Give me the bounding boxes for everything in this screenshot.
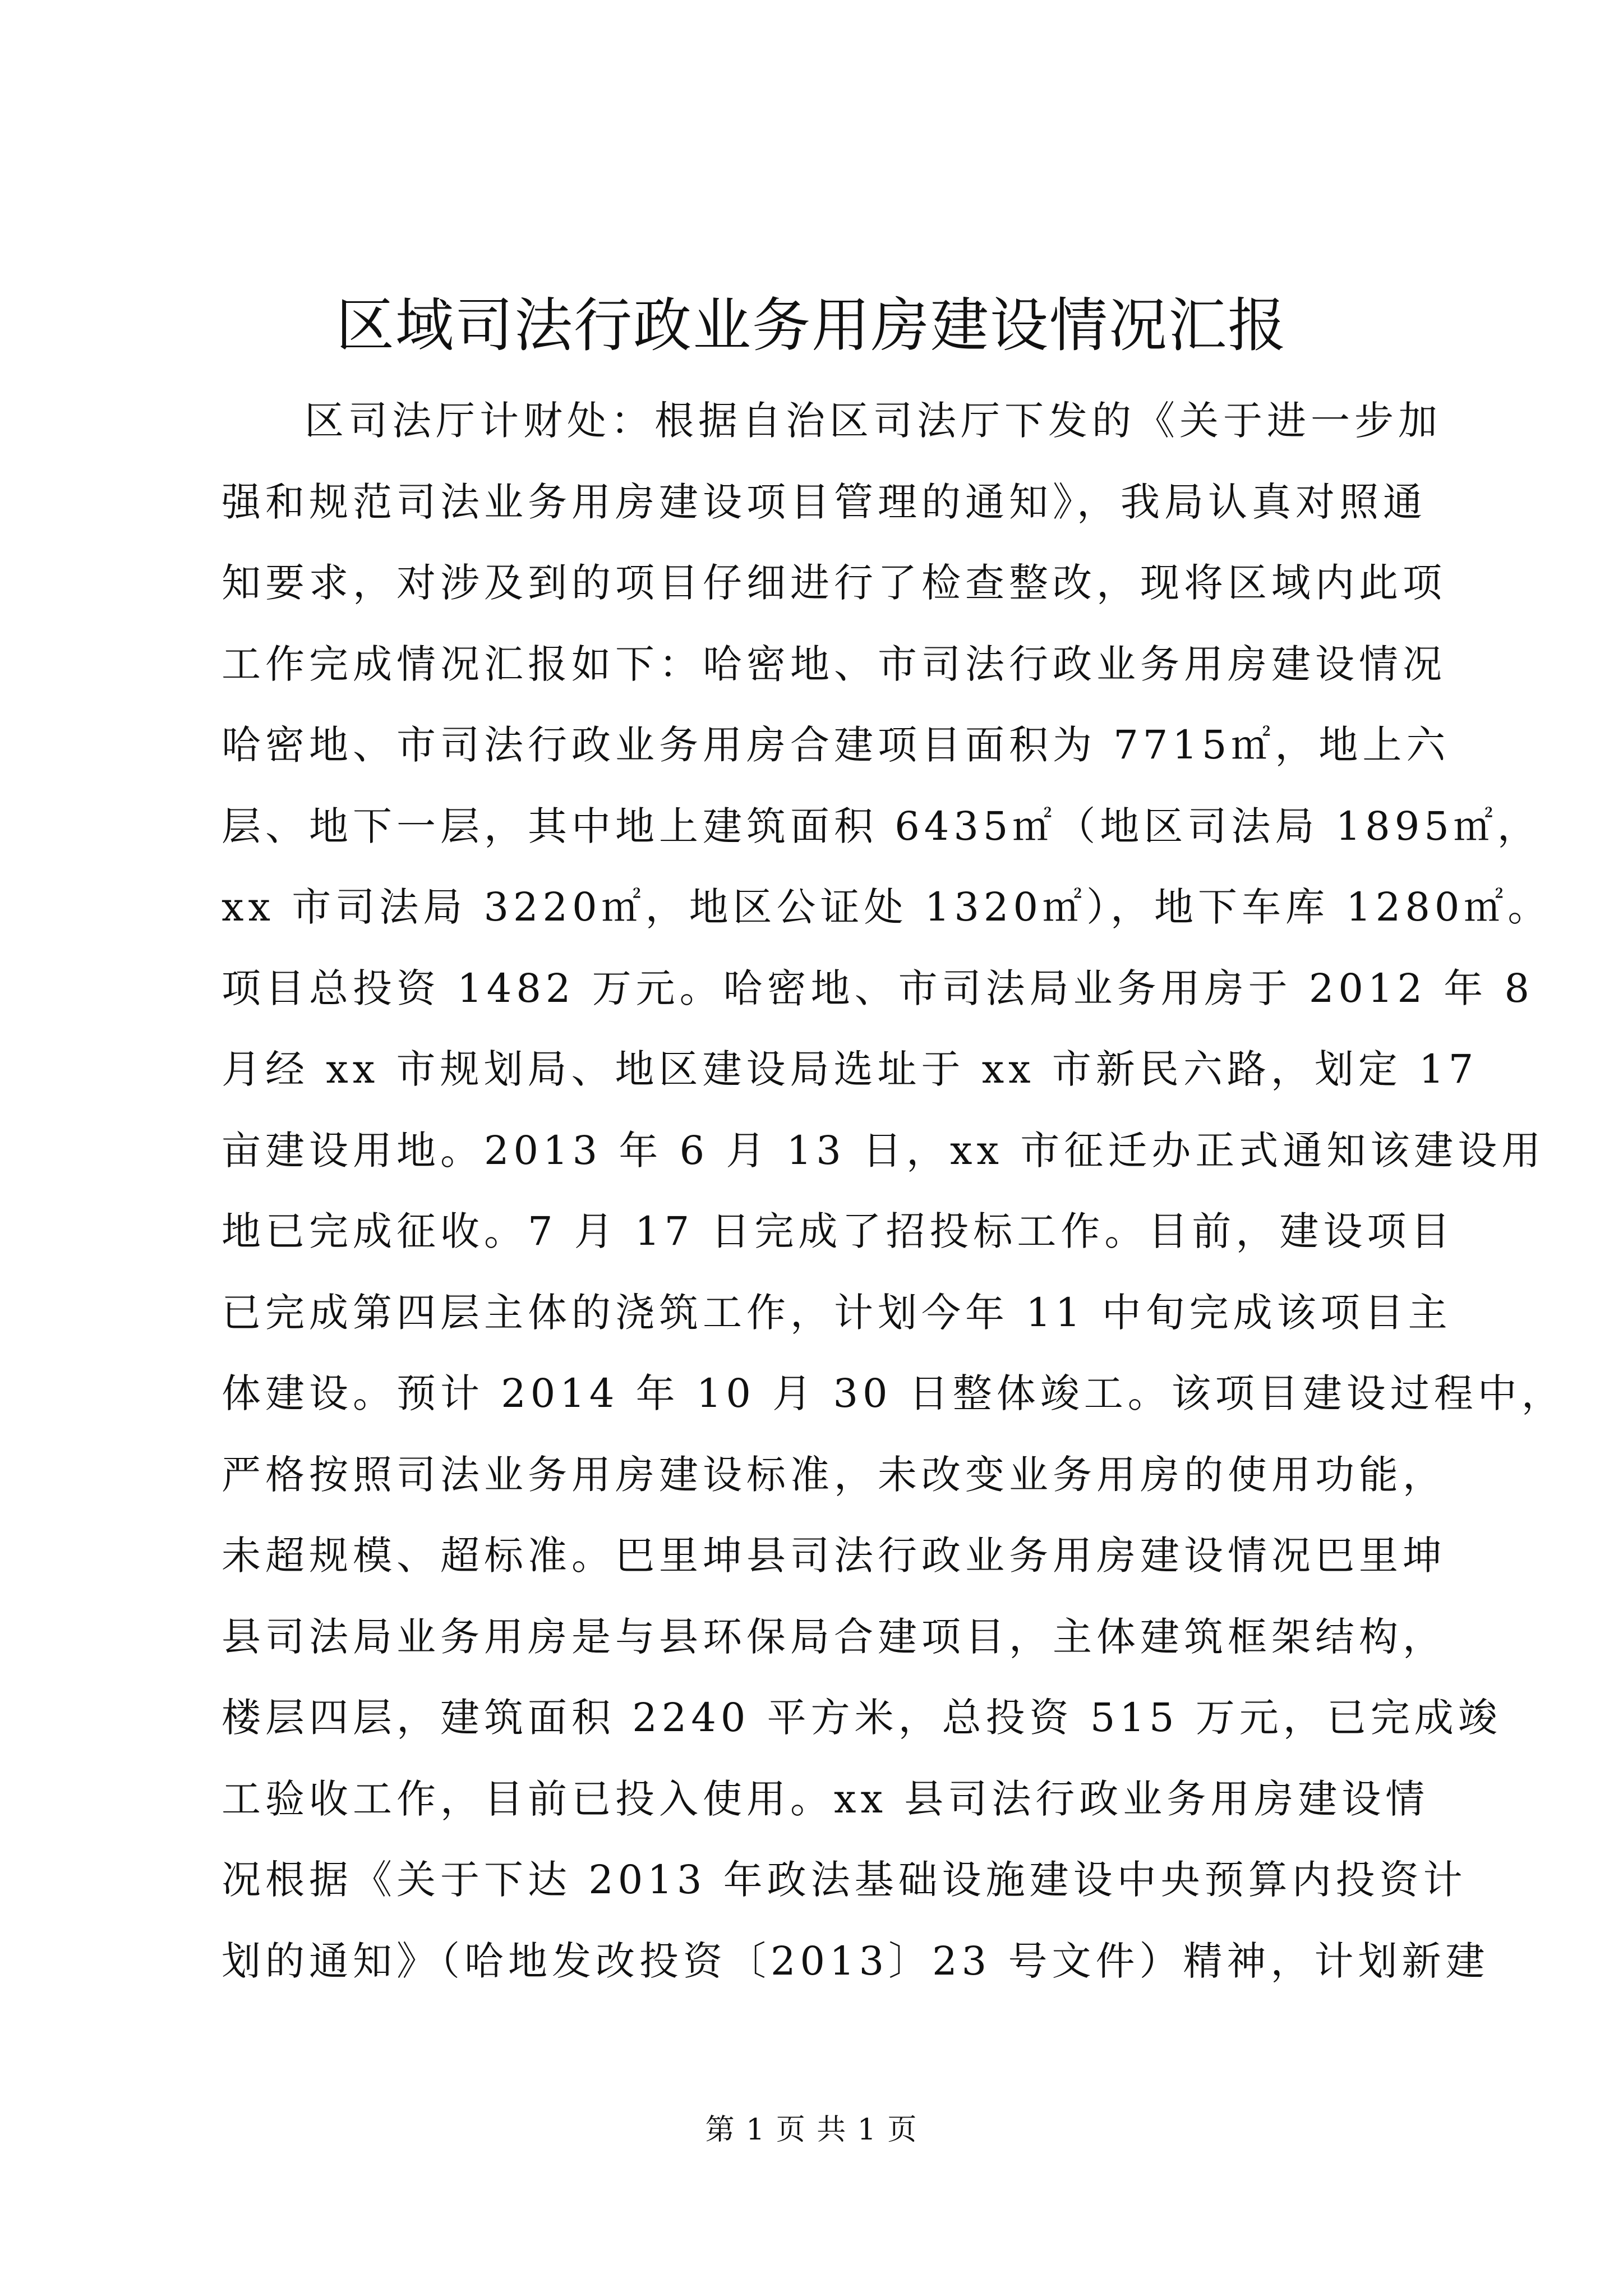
body-line: 地已完成征收。7 月 17 日完成了招投标工作。目前，建设项目 bbox=[222, 1208, 1455, 1254]
body-line: 严格按照司法业务用房建设标准，未改变业务用房的使用功能， bbox=[222, 1451, 1446, 1498]
body-line: xx 市司法局 3220㎡，地区公证处 1320㎡），地下车库 1280㎡。 bbox=[222, 884, 1552, 930]
body-line: 体建设。预计 2014 年 10 月 30 日整体竣工。该项目建设过程中， bbox=[222, 1370, 1565, 1416]
body-line: 知要求，对涉及到的项目仔细进行了检查整改，现将区域内此项 bbox=[222, 560, 1446, 606]
body-line: 哈密地、市司法行政业务用房合建项目面积为 7715㎡，地上六 bbox=[222, 722, 1450, 768]
body-line: 亩建设用地。2013 年 6 月 13 日，xx 市征迁办正式通知该建设用 bbox=[222, 1127, 1546, 1174]
body-line: 工作完成情况汇报如下：哈密地、市司法行政业务用房建设情况 bbox=[222, 641, 1446, 687]
body-line: 强和规范司法业务用房建设项目管理的通知》，我局认真对照通 bbox=[222, 478, 1427, 525]
body-line: 区司法厅计财处：根据自治区司法厅下发的《关于进一步加 bbox=[305, 398, 1442, 444]
body-line: 未超规模、超标准。巴里坤县司法行政业务用房建设情况巴里坤 bbox=[222, 1533, 1446, 1579]
document-title: 区域司法行政业务用房建设情况汇报 bbox=[335, 291, 1287, 360]
body-line: 县司法局业务用房是与县环保局合建项目，主体建筑框架结构， bbox=[222, 1613, 1446, 1660]
body-line: 况根据《关于下达 2013 年政法基础设施建设中央预算内投资计 bbox=[222, 1857, 1467, 1903]
page-footer: 第 1 页 共 1 页 bbox=[705, 2113, 918, 2147]
body-line: 层、地下一层，其中地上建筑面积 6435㎡（地区司法局 1895㎡， bbox=[222, 803, 1541, 849]
body-line: 划的通知》（哈地发改投资〔2013〕23 号文件）精神，计划新建 bbox=[222, 1938, 1490, 1984]
body-line: 工验收工作，目前已投入使用。xx 县司法行政业务用房建设情 bbox=[222, 1775, 1430, 1822]
body-line: 已完成第四层主体的浇筑工作，计划今年 11 中旬完成该项目主 bbox=[222, 1289, 1452, 1336]
body-line: 月经 xx 市规划局、地区建设局选址于 xx 市新民六路，划定 17 bbox=[222, 1046, 1478, 1092]
body-line: 项目总投资 1482 万元。哈密地、市司法局业务用房于 2012 年 8 bbox=[222, 965, 1534, 1011]
document-body bbox=[222, 380, 1565, 2001]
body-line: 楼层四层，建筑面积 2240 平方米，总投资 515 万元，已完成竣 bbox=[222, 1695, 1502, 1741]
